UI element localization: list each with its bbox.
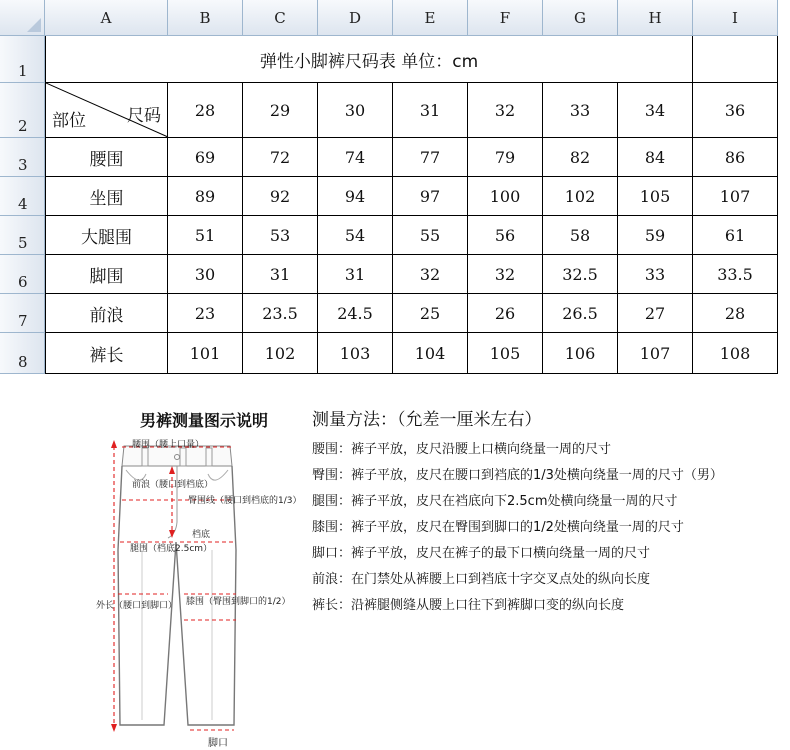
- row-header-6[interactable]: 6: [0, 255, 45, 294]
- value-cell[interactable]: 69: [168, 138, 243, 177]
- size-header-cell[interactable]: 30: [318, 83, 393, 138]
- diagram-title: 男裤测量图示说明: [140, 411, 269, 430]
- label-length: 外长（腰口到脚口）: [96, 601, 178, 611]
- value-cell[interactable]: 59: [618, 216, 693, 255]
- method-title: 测量方法：（允差一厘米左右）: [312, 410, 542, 430]
- value-cell[interactable]: 107: [618, 333, 693, 374]
- value-cell[interactable]: 32: [468, 255, 543, 294]
- value-cell[interactable]: 106: [543, 333, 618, 374]
- select-all-triangle-icon: [27, 18, 41, 32]
- value-cell[interactable]: 26: [468, 294, 543, 333]
- method-line: 臀围：裤子平放，皮尺在腰口到裆底的1/3处横向绕量一周的尺寸（男）: [312, 468, 723, 483]
- row-header-4[interactable]: 4: [0, 177, 45, 216]
- row-label-cell[interactable]: 坐围: [45, 177, 168, 216]
- label-knee: 膝围（臀围到脚口的1/2）: [186, 597, 291, 607]
- value-cell[interactable]: 31: [243, 255, 318, 294]
- label-thigh: 腿围（档底2.5cm）: [130, 544, 213, 554]
- cell-i1[interactable]: [693, 36, 778, 83]
- header-part-label: 部位: [52, 111, 86, 131]
- value-cell[interactable]: 97: [393, 177, 468, 216]
- method-line: 腿围：裤子平放，皮尺在裆底向下2.5cm处横向绕量一周的尺寸: [312, 494, 678, 509]
- column-header-g[interactable]: G: [543, 0, 618, 36]
- column-header-b[interactable]: B: [168, 0, 243, 36]
- size-header-cell[interactable]: 33: [543, 83, 618, 138]
- value-cell[interactable]: 105: [618, 177, 693, 216]
- value-cell[interactable]: 102: [543, 177, 618, 216]
- value-cell[interactable]: 55: [393, 216, 468, 255]
- method-line: 前浪：在门禁处从裤腰上口到裆底十字交叉点处的纵向长度: [312, 572, 651, 587]
- value-cell[interactable]: 54: [318, 216, 393, 255]
- size-header-cell[interactable]: 29: [243, 83, 318, 138]
- row-header-3[interactable]: 3: [0, 138, 45, 177]
- value-cell[interactable]: 89: [168, 177, 243, 216]
- value-cell[interactable]: 102: [243, 333, 318, 374]
- row-label-cell[interactable]: 大腿围: [45, 216, 168, 255]
- size-header-cell[interactable]: 34: [618, 83, 693, 138]
- value-cell[interactable]: 94: [318, 177, 393, 216]
- column-header-e[interactable]: E: [393, 0, 468, 36]
- row-header-2[interactable]: 2: [0, 83, 45, 138]
- value-cell[interactable]: 84: [618, 138, 693, 177]
- value-cell[interactable]: 103: [318, 333, 393, 374]
- header-size-label: 尺码: [127, 106, 161, 126]
- value-cell[interactable]: 92: [243, 177, 318, 216]
- value-cell[interactable]: 74: [318, 138, 393, 177]
- column-header-h[interactable]: H: [618, 0, 693, 36]
- size-header-cell[interactable]: 36: [693, 83, 778, 138]
- column-header-c[interactable]: C: [243, 0, 318, 36]
- value-cell[interactable]: 100: [468, 177, 543, 216]
- row-label-cell[interactable]: 腰围: [45, 138, 168, 177]
- value-cell[interactable]: 32: [393, 255, 468, 294]
- value-cell[interactable]: 79: [468, 138, 543, 177]
- row-header-7[interactable]: 7: [0, 294, 45, 333]
- value-cell[interactable]: 108: [693, 333, 778, 374]
- value-cell[interactable]: 53: [243, 216, 318, 255]
- method-line: 膝围：裤子平放，皮尺在臀围到脚口的1/2处横向绕量一周的尺寸: [312, 520, 684, 535]
- method-line: 裤长：沿裤腿侧缝从腰上口往下到裤脚口变的纵向长度: [312, 598, 625, 613]
- value-cell[interactable]: 58: [543, 216, 618, 255]
- method-line: 腰围：裤子平放，皮尺沿腰上口横向绕量一周的尺寸: [312, 442, 612, 457]
- column-header-a[interactable]: A: [45, 0, 168, 36]
- value-cell[interactable]: 28: [693, 294, 778, 333]
- label-crotch: 档底: [192, 530, 211, 540]
- value-cell[interactable]: 104: [393, 333, 468, 374]
- table-title[interactable]: 弹性小脚裤尺码表 单位：cm: [45, 36, 693, 83]
- value-cell[interactable]: 27: [618, 294, 693, 333]
- row-header-8[interactable]: 8: [0, 333, 45, 374]
- label-hem: 脚口: [208, 738, 228, 749]
- value-cell[interactable]: 25: [393, 294, 468, 333]
- label-waist: 腰围（腰上口量）: [132, 440, 205, 450]
- value-cell[interactable]: 32.5: [543, 255, 618, 294]
- row-header-5[interactable]: 5: [0, 216, 45, 255]
- value-cell[interactable]: 24.5: [318, 294, 393, 333]
- column-header-d[interactable]: D: [318, 0, 393, 36]
- value-cell[interactable]: 51: [168, 216, 243, 255]
- value-cell[interactable]: 30: [168, 255, 243, 294]
- value-cell[interactable]: 31: [318, 255, 393, 294]
- column-header-i[interactable]: I: [693, 0, 778, 36]
- size-header-cell[interactable]: 32: [468, 83, 543, 138]
- select-all-corner[interactable]: [0, 0, 45, 36]
- value-cell[interactable]: 82: [543, 138, 618, 177]
- label-front-rise: 前浪（腰口到档底）: [132, 480, 214, 490]
- value-cell[interactable]: 101: [168, 333, 243, 374]
- size-header-cell[interactable]: 31: [393, 83, 468, 138]
- method-line: 脚口：裤子平放，皮尺在裤子的最下口横向绕量一周的尺寸: [312, 546, 651, 561]
- value-cell[interactable]: 23.5: [243, 294, 318, 333]
- value-cell[interactable]: 56: [468, 216, 543, 255]
- diagonal-header-cell[interactable]: [45, 83, 168, 138]
- value-cell[interactable]: 33.5: [693, 255, 778, 294]
- value-cell[interactable]: 105: [468, 333, 543, 374]
- value-cell[interactable]: 77: [393, 138, 468, 177]
- row-header-1[interactable]: 1: [0, 36, 45, 83]
- label-hip: 臀围线（腰口到档底的1/3）: [188, 496, 302, 506]
- row-label-cell[interactable]: 裤长: [45, 333, 168, 374]
- column-header-f[interactable]: F: [468, 0, 543, 36]
- value-cell[interactable]: 23: [168, 294, 243, 333]
- value-cell[interactable]: 33: [618, 255, 693, 294]
- value-cell[interactable]: 72: [243, 138, 318, 177]
- row-label-cell[interactable]: 前浪: [45, 294, 168, 333]
- value-cell[interactable]: 86: [693, 138, 778, 177]
- row-label-cell[interactable]: 脚围: [45, 255, 168, 294]
- value-cell[interactable]: 26.5: [543, 294, 618, 333]
- size-header-cell[interactable]: 28: [168, 83, 243, 138]
- value-cell[interactable]: 107: [693, 177, 778, 216]
- value-cell[interactable]: 61: [693, 216, 778, 255]
